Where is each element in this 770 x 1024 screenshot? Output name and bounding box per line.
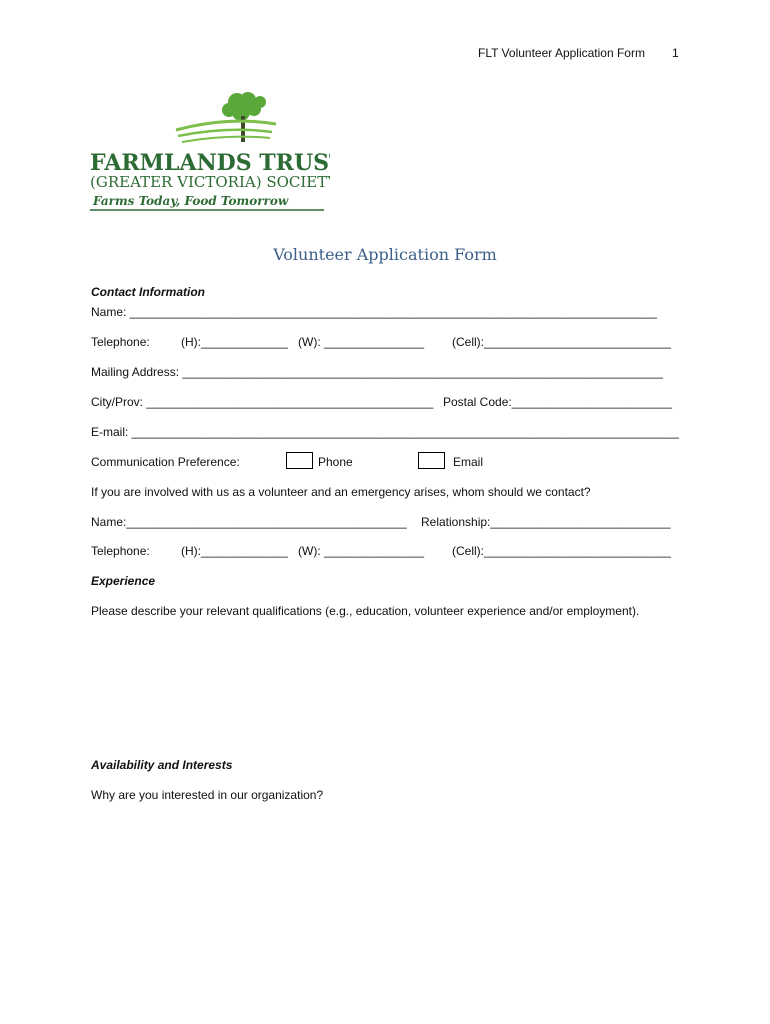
brand-line2: (GREATER VICTORIA) SOCIETY xyxy=(90,173,330,191)
communication-preference-label: Communication Preference: xyxy=(91,455,240,469)
phone-checkbox[interactable] xyxy=(286,452,313,469)
emergency-work-phone-field[interactable]: (W): _______________ xyxy=(298,544,425,558)
availability-prompt: Why are you interested in our organization? xyxy=(91,788,324,802)
emergency-home-phone-field[interactable]: (H):_____________ xyxy=(181,544,288,558)
experience-heading: Experience xyxy=(91,574,156,588)
email-option-label: Email xyxy=(453,455,484,469)
experience-prompt: Please describe your relevant qualifications (e.g., education, volunteer experience and/or employment). xyxy=(91,604,640,618)
emergency-name-field[interactable]: Name:__________________________________________ xyxy=(91,515,407,529)
form-title: Volunteer Application Form xyxy=(273,245,497,264)
email-field[interactable]: E-mail: __________________________________________________________________________________ xyxy=(91,425,679,439)
emergency-cell-phone-field[interactable]: (Cell):____________________________ xyxy=(452,544,671,558)
emergency-question: If you are involved with us as a volunteer and an emergency arises, whom should we contact? xyxy=(91,485,591,499)
page-number: 1 xyxy=(672,46,679,60)
contact-telephone-label: Telephone: xyxy=(91,335,150,349)
contact-heading: Contact Information xyxy=(91,285,205,299)
contact-cell-phone-field[interactable]: (Cell):____________________________ xyxy=(452,335,671,349)
city-prov-field[interactable]: City/Prov: ___________________________________________ xyxy=(91,395,434,409)
brand-line1: FARMLANDS TRUST xyxy=(90,150,330,176)
contact-work-phone-field[interactable]: (W): _______________ xyxy=(298,335,425,349)
availability-heading: Availability and Interests xyxy=(91,758,233,772)
emergency-relationship-field[interactable]: Relationship:___________________________ xyxy=(421,515,671,529)
phone-option-label: Phone xyxy=(318,455,353,469)
contact-home-phone-field[interactable]: (H):_____________ xyxy=(181,335,288,349)
email-checkbox[interactable] xyxy=(418,452,445,469)
tree-logo-icon xyxy=(88,90,330,214)
header-title: FLT Volunteer Application Form xyxy=(478,46,645,60)
brand-tagline: Farms Today, Food Tomorrow xyxy=(93,194,289,208)
contact-name-field[interactable]: Name: _______________________________________________________________________________ xyxy=(91,305,657,319)
farmlands-trust-logo xyxy=(88,90,330,214)
mailing-address-field[interactable]: Mailing Address: ________________________________________________________________________ xyxy=(91,365,663,379)
postal-code-field[interactable]: Postal Code:________________________ xyxy=(443,395,672,409)
emergency-telephone-label: Telephone: xyxy=(91,544,150,558)
